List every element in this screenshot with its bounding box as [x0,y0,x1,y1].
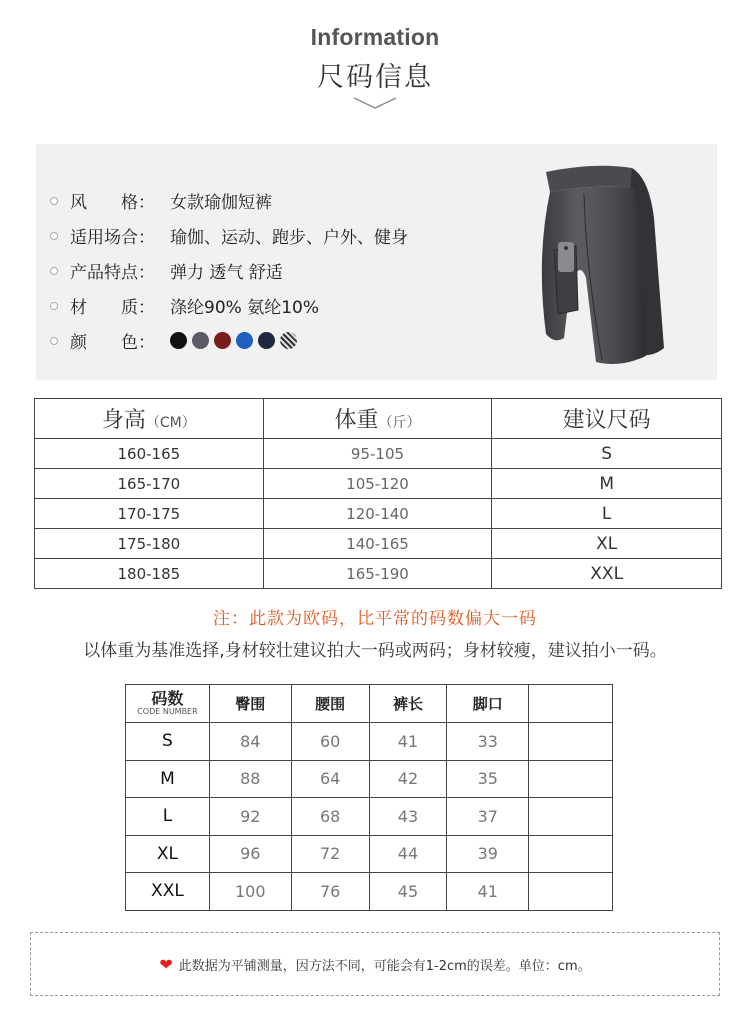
header-leg-opening: 脚口 [447,685,529,723]
footnote-text: 此数据为平铺测量，因方法不同，可能会有1-2cm的误差。单位：cm。 [178,958,591,974]
bullet-icon [50,337,58,345]
hip-cell: 92 [209,798,291,836]
info-value: 女款瑜伽短裤 [170,193,272,213]
table-row [126,835,613,873]
info-value: 瑜伽、运动、跑步、户外、健身 [170,228,408,248]
hip-cell: 100 [209,873,291,911]
measurement-footnote [30,932,720,996]
measurement-table [125,684,613,911]
waist-cell: 64 [291,760,369,798]
waist-cell: 72 [291,835,369,873]
empty-cell [529,723,613,761]
weight-cell: 120-140 [263,499,492,529]
header-waist: 腰围 [291,685,369,723]
table-row [126,760,613,798]
product-info-panel [36,144,717,380]
height-cell: 160-165 [35,439,264,469]
table-row [35,469,722,499]
size-cell: S [492,439,722,469]
info-label: 颜 色： [70,333,155,353]
height-cell: 180-185 [35,559,264,589]
height-cell: 165-170 [35,469,264,499]
heart-icon: ❤ [159,954,173,974]
info-row [50,323,408,358]
header-empty [529,685,613,723]
table-row [126,873,613,911]
color-swatches [170,332,297,349]
header-hip: 臀围 [209,685,291,723]
hip-cell: 96 [209,835,291,873]
color-swatch [192,332,209,349]
size-cell: L [492,499,722,529]
chevron-down-icon [352,96,398,110]
leg-opening-cell: 33 [447,723,529,761]
height-cell: 170-175 [35,499,264,529]
size-cell: M [492,469,722,499]
length-cell: 41 [369,723,447,761]
product-info-list [50,183,408,358]
color-swatch [236,332,253,349]
bullet-icon [50,197,58,205]
table-row [35,499,722,529]
info-row [50,253,408,288]
hip-cell: 84 [209,723,291,761]
header-code-number: 码数 CODE NUMBER [126,685,210,723]
empty-cell [529,835,613,873]
color-swatch [170,332,187,349]
title-en: Information [310,24,440,50]
info-value: 弹力 透气 舒适 [170,263,283,283]
info-row [50,218,408,253]
leg-opening-cell: 39 [447,835,529,873]
leg-opening-cell: 41 [447,873,529,911]
header-height: 身高（CM） [35,399,264,439]
code-cell: XL [126,835,210,873]
length-cell: 45 [369,873,447,911]
product-image-shorts [524,158,694,370]
size-recommendation-table [34,398,722,589]
code-cell: M [126,760,210,798]
color-swatch [214,332,231,349]
empty-cell [529,760,613,798]
weight-cell: 140-165 [263,529,492,559]
empty-cell [529,798,613,836]
bullet-icon [50,267,58,275]
empty-cell [529,873,613,911]
euro-size-note: 注：此款为欧码，比平常的码数偏大一码 [213,609,537,629]
color-swatch [280,332,297,349]
info-row [50,183,408,218]
size-cell: XXL [492,559,722,589]
info-label: 材 质： [70,298,155,318]
table-row [35,439,722,469]
weight-cell: 165-190 [263,559,492,589]
hip-cell: 88 [209,760,291,798]
table-row [35,529,722,559]
code-cell: S [126,723,210,761]
length-cell: 44 [369,835,447,873]
weight-basis-note: 以体重为基准选择,身材较壮建议拍大一码或两码；身材较瘦，建议拍小一码。 [83,641,667,661]
info-label: 产品特点： [70,263,155,283]
code-cell: L [126,798,210,836]
weight-cell: 105-120 [263,469,492,499]
header-suggested-size: 建议尺码 [492,399,722,439]
color-swatch [258,332,275,349]
bullet-icon [50,302,58,310]
table-row [126,723,613,761]
table-row [35,559,722,589]
waist-cell: 68 [291,798,369,836]
height-cell: 175-180 [35,529,264,559]
bullet-icon [50,232,58,240]
leg-opening-cell: 37 [447,798,529,836]
size-cell: XL [492,529,722,559]
length-cell: 43 [369,798,447,836]
info-label: 适用场合： [70,228,155,248]
page-header [0,24,750,110]
header-weight: 体重（斤） [263,399,492,439]
waist-cell: 60 [291,723,369,761]
code-cell: XXL [126,873,210,911]
header-length: 裤长 [369,685,447,723]
table-row [126,798,613,836]
info-value: 涤纶90% 氨纶10% [170,298,319,318]
info-row [50,288,408,323]
waist-cell: 76 [291,873,369,911]
weight-cell: 95-105 [263,439,492,469]
length-cell: 42 [369,760,447,798]
title-zh: 尺码信息 [317,62,433,93]
leg-opening-cell: 35 [447,760,529,798]
info-label: 风 格： [70,193,155,213]
